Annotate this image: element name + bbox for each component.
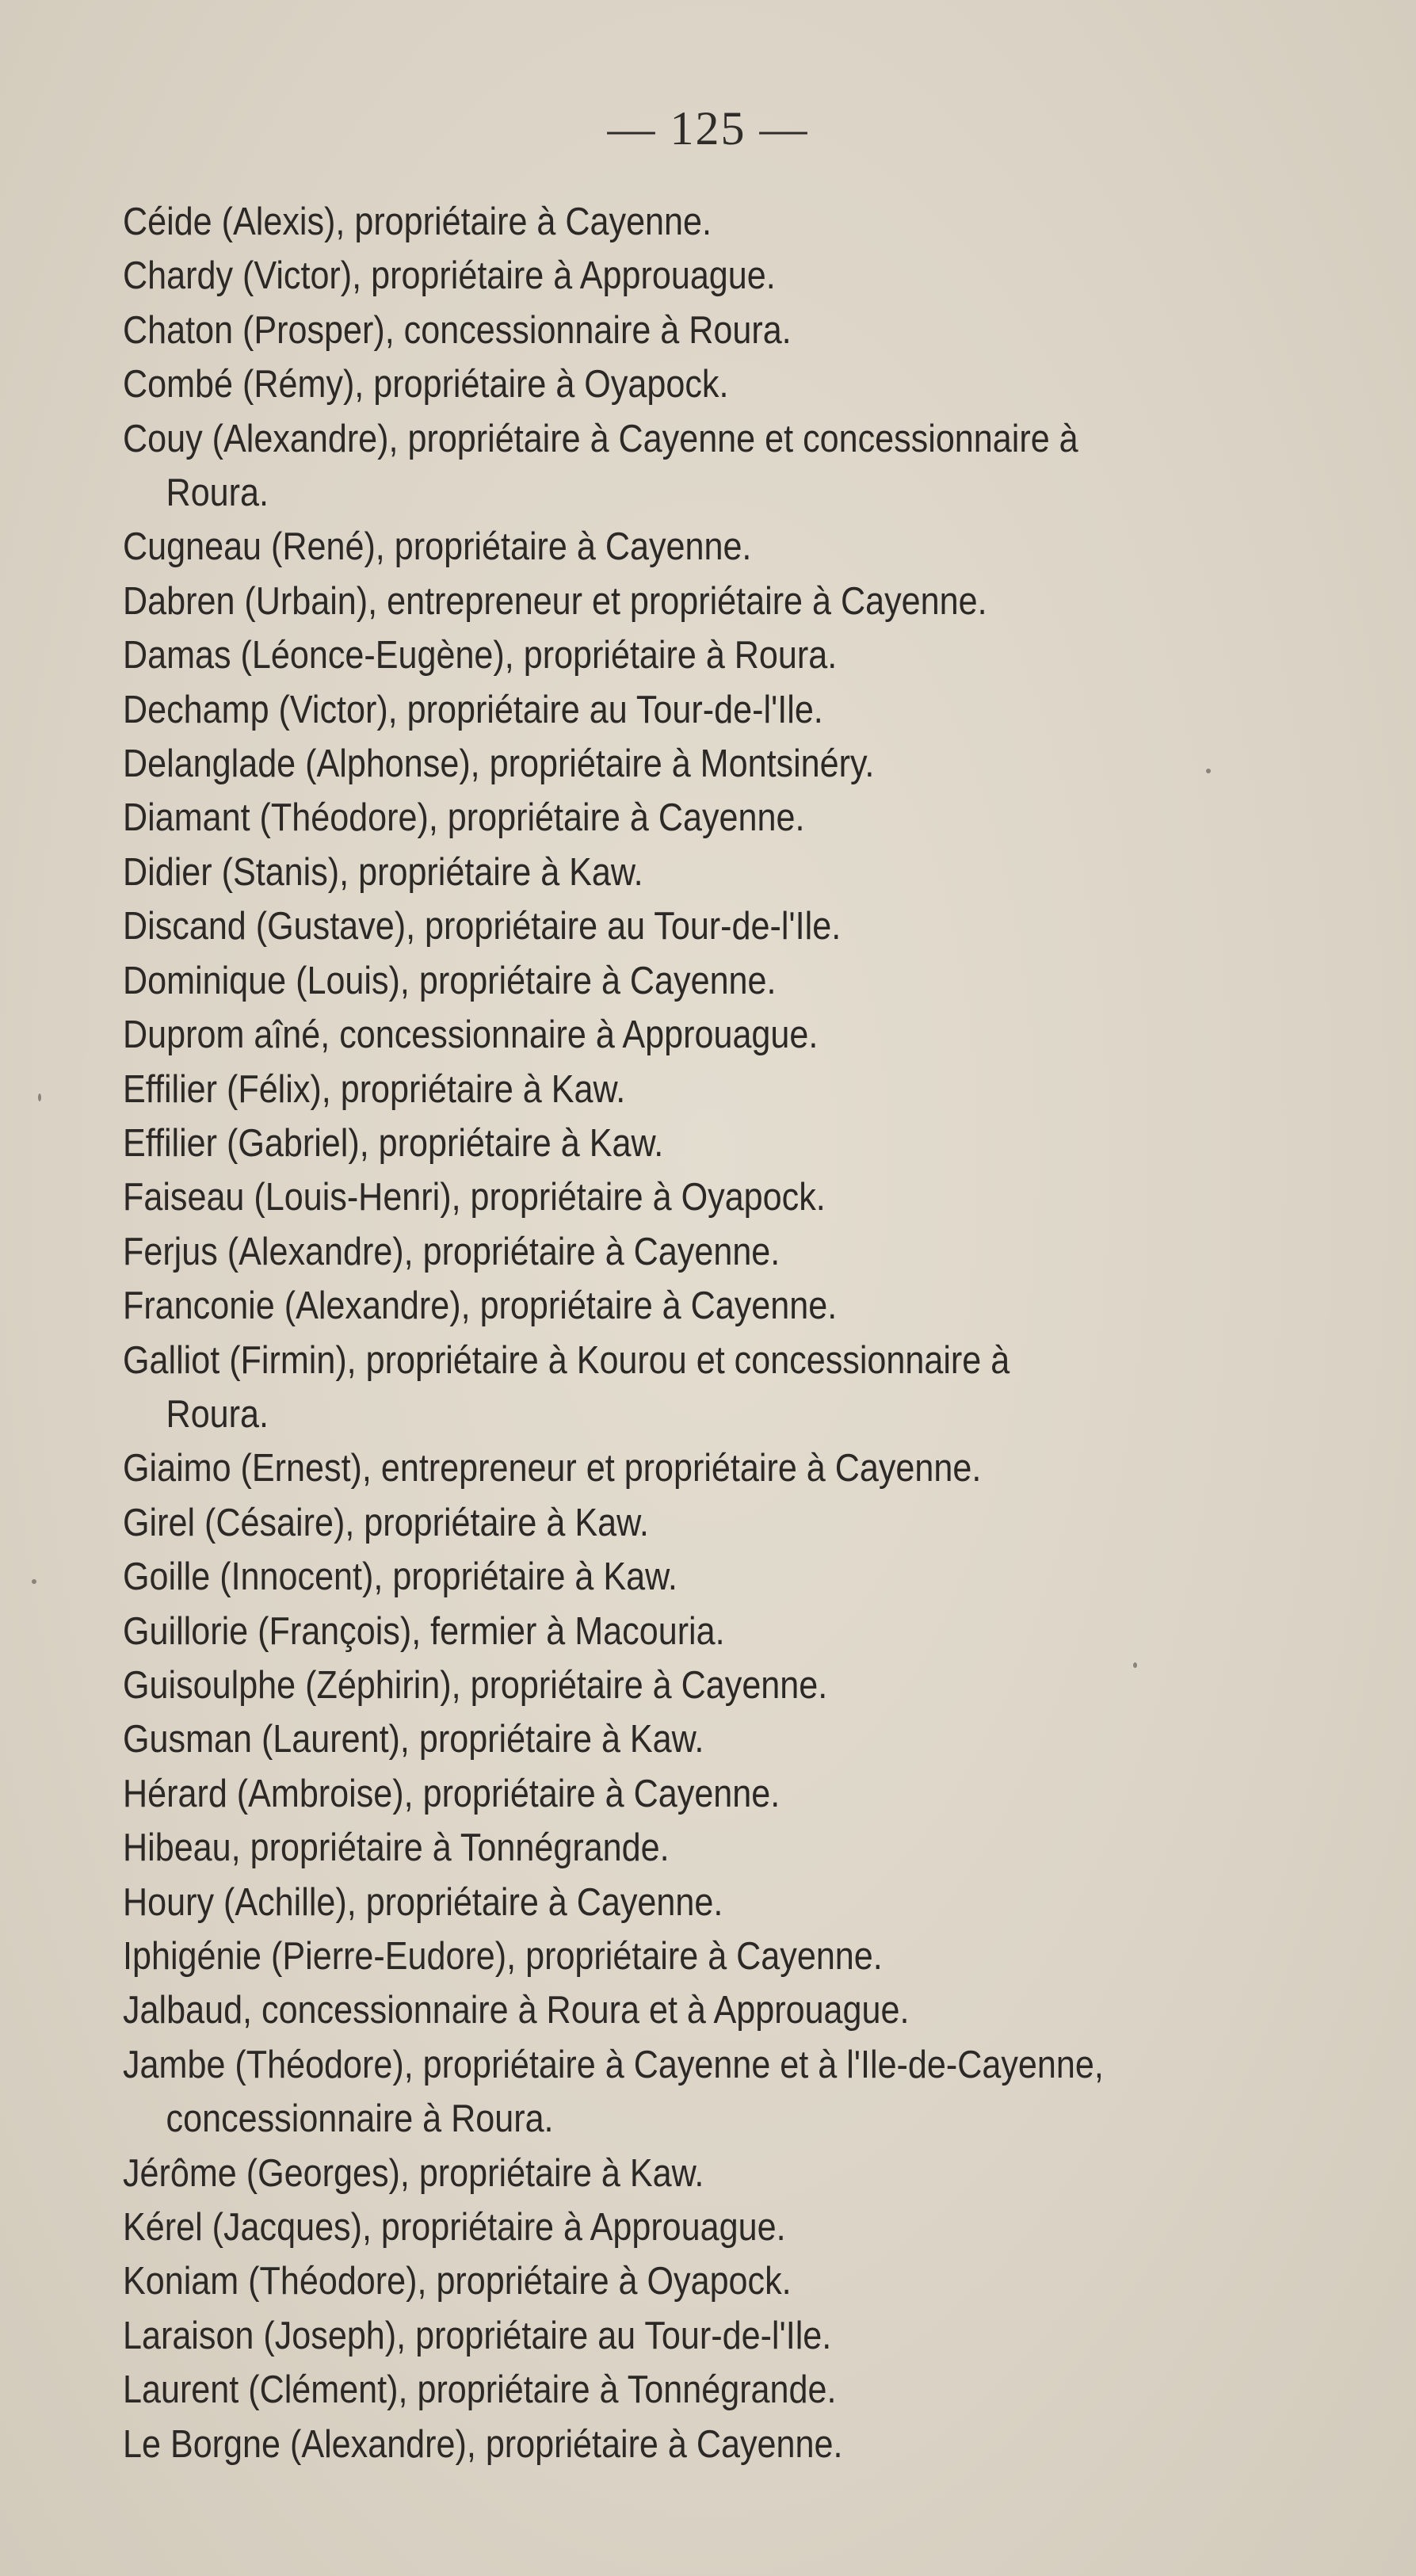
- directory-entry: [123, 1063, 1197, 1116]
- entry-text: Laurent (Clément), propriétaire à Tonnégrande.: [123, 2368, 837, 2412]
- directory-entry: [123, 574, 1197, 628]
- directory-entry: [123, 845, 1197, 899]
- entry-text: Iphigénie (Pierre-Eudore), propriétaire à Cayenne.: [123, 1935, 883, 1978]
- entry-text: Didier (Stanis), propriétaire à Kaw.: [123, 850, 643, 894]
- directory-entry: [123, 791, 1197, 845]
- page-number: — 125 —: [607, 102, 809, 155]
- directory-entry: [123, 1876, 1197, 1929]
- directory-entry: [123, 520, 1197, 574]
- directory-entry: [123, 195, 1197, 249]
- directory-entry: [123, 954, 1197, 1008]
- directory-entry: [123, 249, 1197, 303]
- entry-text: Jambe (Théodore), propriétaire à Cayenne et à l'Ile-de-Cayenne,: [123, 2043, 1104, 2086]
- entry-text: Chardy (Victor), propriétaire à Approuague.: [123, 254, 776, 298]
- entry-text: Effilier (Gabriel), propriétaire à Kaw.: [123, 1121, 664, 1165]
- entry-continuation: Roura.: [166, 1392, 269, 1436]
- directory-entry: [123, 1550, 1197, 1604]
- entry-text: Girel (Césaire), propriétaire à Kaw.: [123, 1501, 649, 1544]
- entry-text: Ferjus (Alexandre), propriétaire à Cayenne.: [123, 1230, 781, 1273]
- directory-entry: [123, 1712, 1197, 1766]
- directory-entry: [123, 1279, 1197, 1333]
- entry-list: [123, 195, 1197, 2471]
- entry-text: Galliot (Firmin), propriétaire à Kourou et concessionnaire à: [123, 1338, 1010, 1382]
- directory-entry: [123, 628, 1197, 682]
- directory-entry: [123, 2363, 1197, 2417]
- directory-entry: [123, 357, 1197, 411]
- entry-text: Céide (Alexis), propriétaire à Cayenne.: [123, 200, 712, 243]
- directory-entry: [123, 303, 1197, 357]
- directory-entry: [123, 737, 1197, 791]
- entry-text: Couy (Alexandre), propriétaire à Cayenne et concessionnaire à: [123, 417, 1078, 460]
- entry-text: Dominique (Louis), propriétaire à Cayenne.: [123, 959, 777, 1002]
- entry-text: Duprom aîné, concessionnaire à Approuague.: [123, 1013, 819, 1057]
- entry-text: Laraison (Joseph), propriétaire au Tour-de-l'Ile.: [123, 2314, 832, 2357]
- directory-entry: [123, 2309, 1197, 2363]
- entry-continuation: Roura.: [166, 471, 269, 515]
- entry-continuation: concessionnaire à Roura.: [166, 2097, 554, 2141]
- entry-text: Chaton (Prosper), concessionnaire à Roura.: [123, 308, 792, 352]
- directory-entry: [123, 2254, 1197, 2308]
- entry-text: Damas (Léonce-Eugène), propriétaire à Roura.: [123, 634, 838, 677]
- directory-entry: [123, 1225, 1197, 1279]
- directory-entry: [123, 2418, 1197, 2471]
- directory-entry: [123, 1983, 1197, 2037]
- entry-text: Jalbaud, concessionnaire à Roura et à Approuague.: [123, 1989, 910, 2032]
- entry-text: Jérôme (Georges), propriétaire à Kaw.: [123, 2151, 704, 2195]
- directory-entry: [123, 1605, 1197, 1658]
- directory-entry: [123, 1008, 1197, 1062]
- entry-text: Hérard (Ambroise), propriétaire à Cayenne.: [123, 1772, 781, 1815]
- entry-text: Koniam (Théodore), propriétaire à Oyapock.: [123, 2260, 792, 2303]
- entry-text: Le Borgne (Alexandre), propriétaire à Cayenne.: [123, 2422, 843, 2466]
- entry-text: Diamant (Théodore), propriétaire à Cayenne.: [123, 796, 805, 840]
- entry-text: Dechamp (Victor), propriétaire au Tour-de-l'Ile.: [123, 688, 823, 731]
- entry-text: Goille (Innocent), propriétaire à Kaw.: [123, 1555, 677, 1599]
- directory-entry: [123, 2147, 1197, 2200]
- directory-entry: [123, 683, 1197, 737]
- directory-entry: [123, 1116, 1197, 1170]
- directory-entry: [123, 1334, 1197, 1442]
- directory-entry: [123, 1441, 1197, 1495]
- entry-text: Franconie (Alexandre), propriétaire à Cayenne.: [123, 1284, 838, 1328]
- entry-text: Delanglade (Alphonse), propriétaire à Montsinéry.: [123, 742, 875, 786]
- entry-text: Dabren (Urbain), entrepreneur et propriétaire à Cayenne.: [123, 579, 987, 623]
- directory-entry: [123, 2038, 1197, 2147]
- directory-entry: [123, 1496, 1197, 1550]
- entry-text: Houry (Achille), propriétaire à Cayenne.: [123, 1880, 723, 1924]
- directory-entry: [123, 412, 1197, 521]
- directory-entry: [123, 1658, 1197, 1712]
- entry-text: Guisoulphe (Zéphirin), propriétaire à Cayenne.: [123, 1663, 828, 1707]
- entry-text: Discand (Gustave), propriétaire au Tour-de-l'Ile.: [123, 905, 842, 948]
- entry-text: Faiseau (Louis-Henri), propriétaire à Oyapock.: [123, 1176, 826, 1219]
- directory-entry: [123, 1821, 1197, 1875]
- directory-entry: [123, 2200, 1197, 2254]
- directory-entry: [123, 1929, 1197, 1983]
- entry-text: Giaimo (Ernest), entrepreneur et propriétaire à Cayenne.: [123, 1447, 982, 1490]
- entry-text: Gusman (Laurent), propriétaire à Kaw.: [123, 1718, 704, 1761]
- entry-text: Hibeau, propriétaire à Tonnégrande.: [123, 1826, 670, 1870]
- entry-text: Guillorie (François), fermier à Macouria.: [123, 1609, 725, 1653]
- entry-text: Cugneau (René), propriétaire à Cayenne.: [123, 525, 752, 569]
- entry-text: Effilier (Félix), propriétaire à Kaw.: [123, 1067, 626, 1111]
- directory-entry: [123, 1767, 1197, 1821]
- directory-entry: [123, 899, 1197, 953]
- directory-entry: [123, 1170, 1197, 1224]
- entry-text: Combé (Rémy), propriétaire à Oyapock.: [123, 363, 729, 406]
- entry-text: Kérel (Jacques), propriétaire à Approuague.: [123, 2206, 786, 2250]
